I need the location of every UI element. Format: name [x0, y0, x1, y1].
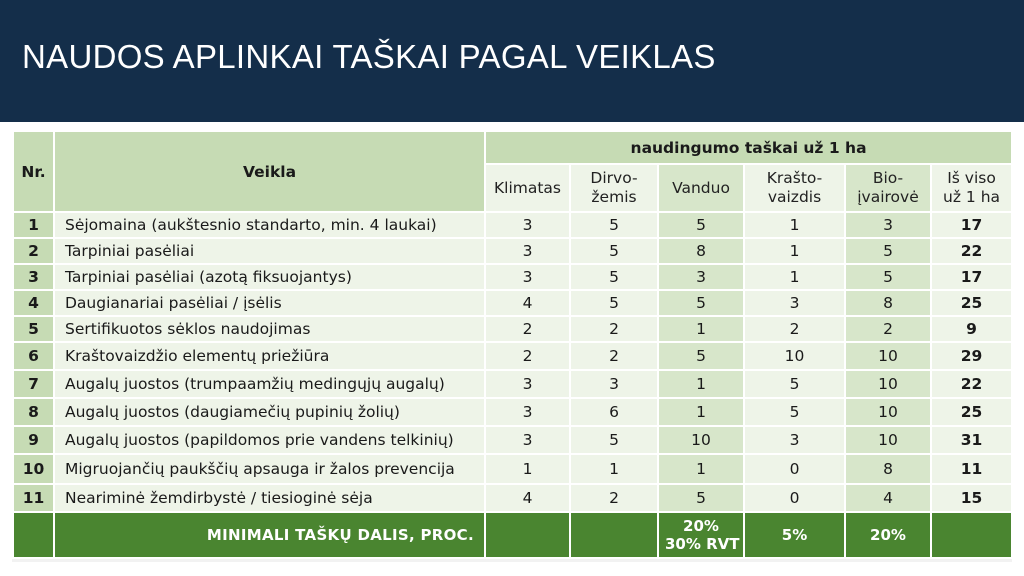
- header-nr: Nr.: [13, 131, 54, 212]
- cell-total: 17: [931, 212, 1012, 238]
- table-row: [13, 290, 1012, 316]
- row-number: 11: [13, 484, 54, 512]
- cell-bioivairove: 10: [845, 370, 931, 398]
- cell-vanduo: 5: [658, 342, 744, 370]
- cell-krastovaizdis: 3: [744, 426, 845, 454]
- cell-klimatas: 3: [485, 370, 570, 398]
- header-bioivairove: Bio- įvairovė: [845, 164, 931, 212]
- cell-vanduo: 1: [658, 316, 744, 342]
- cell-dirvozemis: 5: [570, 290, 658, 316]
- cell-klimatas: 3: [485, 398, 570, 426]
- table-row: [13, 426, 1012, 454]
- footer-bioivairove: 20%: [845, 512, 931, 558]
- cell-vanduo: 5: [658, 290, 744, 316]
- row-number: 4: [13, 290, 54, 316]
- table-row: [13, 370, 1012, 398]
- row-number: 7: [13, 370, 54, 398]
- cell-krastovaizdis: 0: [744, 484, 845, 512]
- footer-vanduo: 20% 30% RVT: [658, 512, 744, 558]
- cell-bioivairove: 5: [845, 264, 931, 290]
- cell-vanduo: 10: [658, 426, 744, 454]
- cell-total: 31: [931, 426, 1012, 454]
- cell-dirvozemis: 3: [570, 370, 658, 398]
- row-activity: Tarpiniai pasėliai: [54, 238, 485, 264]
- header-group: naudingumo taškai už 1 ha: [485, 131, 1012, 164]
- slide-title: NAUDOS APLINKAI TAŠKAI PAGAL VEIKLAS: [22, 38, 716, 75]
- cell-total: 11: [931, 454, 1012, 484]
- footer-label: MINIMALI TAŠKŲ DALIS, PROC.: [54, 512, 485, 558]
- cell-dirvozemis: 6: [570, 398, 658, 426]
- row-activity: Tarpiniai pasėliai (azotą fiksuojantys): [54, 264, 485, 290]
- cell-dirvozemis: 5: [570, 238, 658, 264]
- cell-krastovaizdis: 5: [744, 398, 845, 426]
- cell-klimatas: 3: [485, 238, 570, 264]
- cell-bioivairove: 5: [845, 238, 931, 264]
- cell-krastovaizdis: 1: [744, 238, 845, 264]
- cell-total: 25: [931, 290, 1012, 316]
- header-is-viso: Iš viso už 1 ha: [931, 164, 1012, 212]
- cell-dirvozemis: 1: [570, 454, 658, 484]
- row-number: 5: [13, 316, 54, 342]
- table-row: [13, 484, 1012, 512]
- cell-krastovaizdis: 10: [744, 342, 845, 370]
- cell-dirvozemis: 2: [570, 316, 658, 342]
- cell-klimatas: 4: [485, 290, 570, 316]
- table-row: [13, 212, 1012, 238]
- cell-vanduo: 5: [658, 484, 744, 512]
- row-activity: Augalų juostos (trumpaamžių medingųjų augalų): [54, 370, 485, 398]
- footer-empty-nr: [13, 512, 54, 558]
- row-activity: Daugianariai pasėliai / įsėlis: [54, 290, 485, 316]
- row-activity: Migruojančių paukščių apsauga ir žalos prevencija: [54, 454, 485, 484]
- header-krastovaizdis: Krašto- vaizdis: [744, 164, 845, 212]
- row-number: 3: [13, 264, 54, 290]
- cell-klimatas: 2: [485, 342, 570, 370]
- cell-klimatas: 2: [485, 316, 570, 342]
- cell-krastovaizdis: 1: [744, 264, 845, 290]
- row-number: 8: [13, 398, 54, 426]
- row-number: 1: [13, 212, 54, 238]
- cell-total: 29: [931, 342, 1012, 370]
- cell-total: 22: [931, 238, 1012, 264]
- cell-total: 22: [931, 370, 1012, 398]
- cell-bioivairove: 2: [845, 316, 931, 342]
- cell-vanduo: 1: [658, 454, 744, 484]
- cell-bioivairove: 10: [845, 426, 931, 454]
- header-veikla: Veikla: [54, 131, 485, 212]
- points-table: [12, 130, 1013, 559]
- row-activity: Sertifikuotos sėklos naudojimas: [54, 316, 485, 342]
- cell-klimatas: 3: [485, 212, 570, 238]
- header-vanduo: Vanduo: [658, 164, 744, 212]
- cell-bioivairove: 3: [845, 212, 931, 238]
- cell-bioivairove: 10: [845, 398, 931, 426]
- table-row: [13, 264, 1012, 290]
- cell-dirvozemis: 2: [570, 342, 658, 370]
- cell-vanduo: 8: [658, 238, 744, 264]
- table-container: [12, 130, 1012, 562]
- table-row: [13, 316, 1012, 342]
- cell-dirvozemis: 5: [570, 212, 658, 238]
- cell-vanduo: 1: [658, 370, 744, 398]
- cell-vanduo: 3: [658, 264, 744, 290]
- cell-krastovaizdis: 1: [744, 212, 845, 238]
- table-row: [13, 398, 1012, 426]
- header-dirvozemis: Dirvo- žemis: [570, 164, 658, 212]
- cell-krastovaizdis: 3: [744, 290, 845, 316]
- cell-bioivairove: 4: [845, 484, 931, 512]
- cell-total: 25: [931, 398, 1012, 426]
- footer-empty-total: [931, 512, 1012, 558]
- cell-bioivairove: 10: [845, 342, 931, 370]
- row-number: 2: [13, 238, 54, 264]
- cell-klimatas: 3: [485, 264, 570, 290]
- table-row: [13, 238, 1012, 264]
- cell-total: 17: [931, 264, 1012, 290]
- table-row: [13, 454, 1012, 484]
- row-activity: Sėjomaina (aukštesnio standarto, min. 4 laukai): [54, 212, 485, 238]
- footer-krastovaizdis: 5%: [744, 512, 845, 558]
- cell-krastovaizdis: 5: [744, 370, 845, 398]
- cell-bioivairove: 8: [845, 454, 931, 484]
- footer-empty-dirvozemis: [570, 512, 658, 558]
- cell-dirvozemis: 2: [570, 484, 658, 512]
- cell-dirvozemis: 5: [570, 264, 658, 290]
- cell-bioivairove: 8: [845, 290, 931, 316]
- cell-total: 9: [931, 316, 1012, 342]
- cell-klimatas: 3: [485, 426, 570, 454]
- table-row: [13, 342, 1012, 370]
- cell-total: 15: [931, 484, 1012, 512]
- table-footer-row: [13, 512, 1012, 558]
- cell-krastovaizdis: 0: [744, 454, 845, 484]
- cell-krastovaizdis: 2: [744, 316, 845, 342]
- cell-klimatas: 1: [485, 454, 570, 484]
- row-number: 6: [13, 342, 54, 370]
- slide-header: [0, 0, 1024, 122]
- row-activity: Neariminė žemdirbystė / tiesioginė sėja: [54, 484, 485, 512]
- cell-dirvozemis: 5: [570, 426, 658, 454]
- header-klimatas: Klimatas: [485, 164, 570, 212]
- row-activity: Augalų juostos (papildomos prie vandens telkinių): [54, 426, 485, 454]
- cell-vanduo: 1: [658, 398, 744, 426]
- cell-vanduo: 5: [658, 212, 744, 238]
- row-number: 10: [13, 454, 54, 484]
- row-number: 9: [13, 426, 54, 454]
- row-activity: Augalų juostos (daugiamečių pupinių žolių): [54, 398, 485, 426]
- footer-empty-klimatas: [485, 512, 570, 558]
- cell-klimatas: 4: [485, 484, 570, 512]
- row-activity: Kraštovaizdžio elementų priežiūra: [54, 342, 485, 370]
